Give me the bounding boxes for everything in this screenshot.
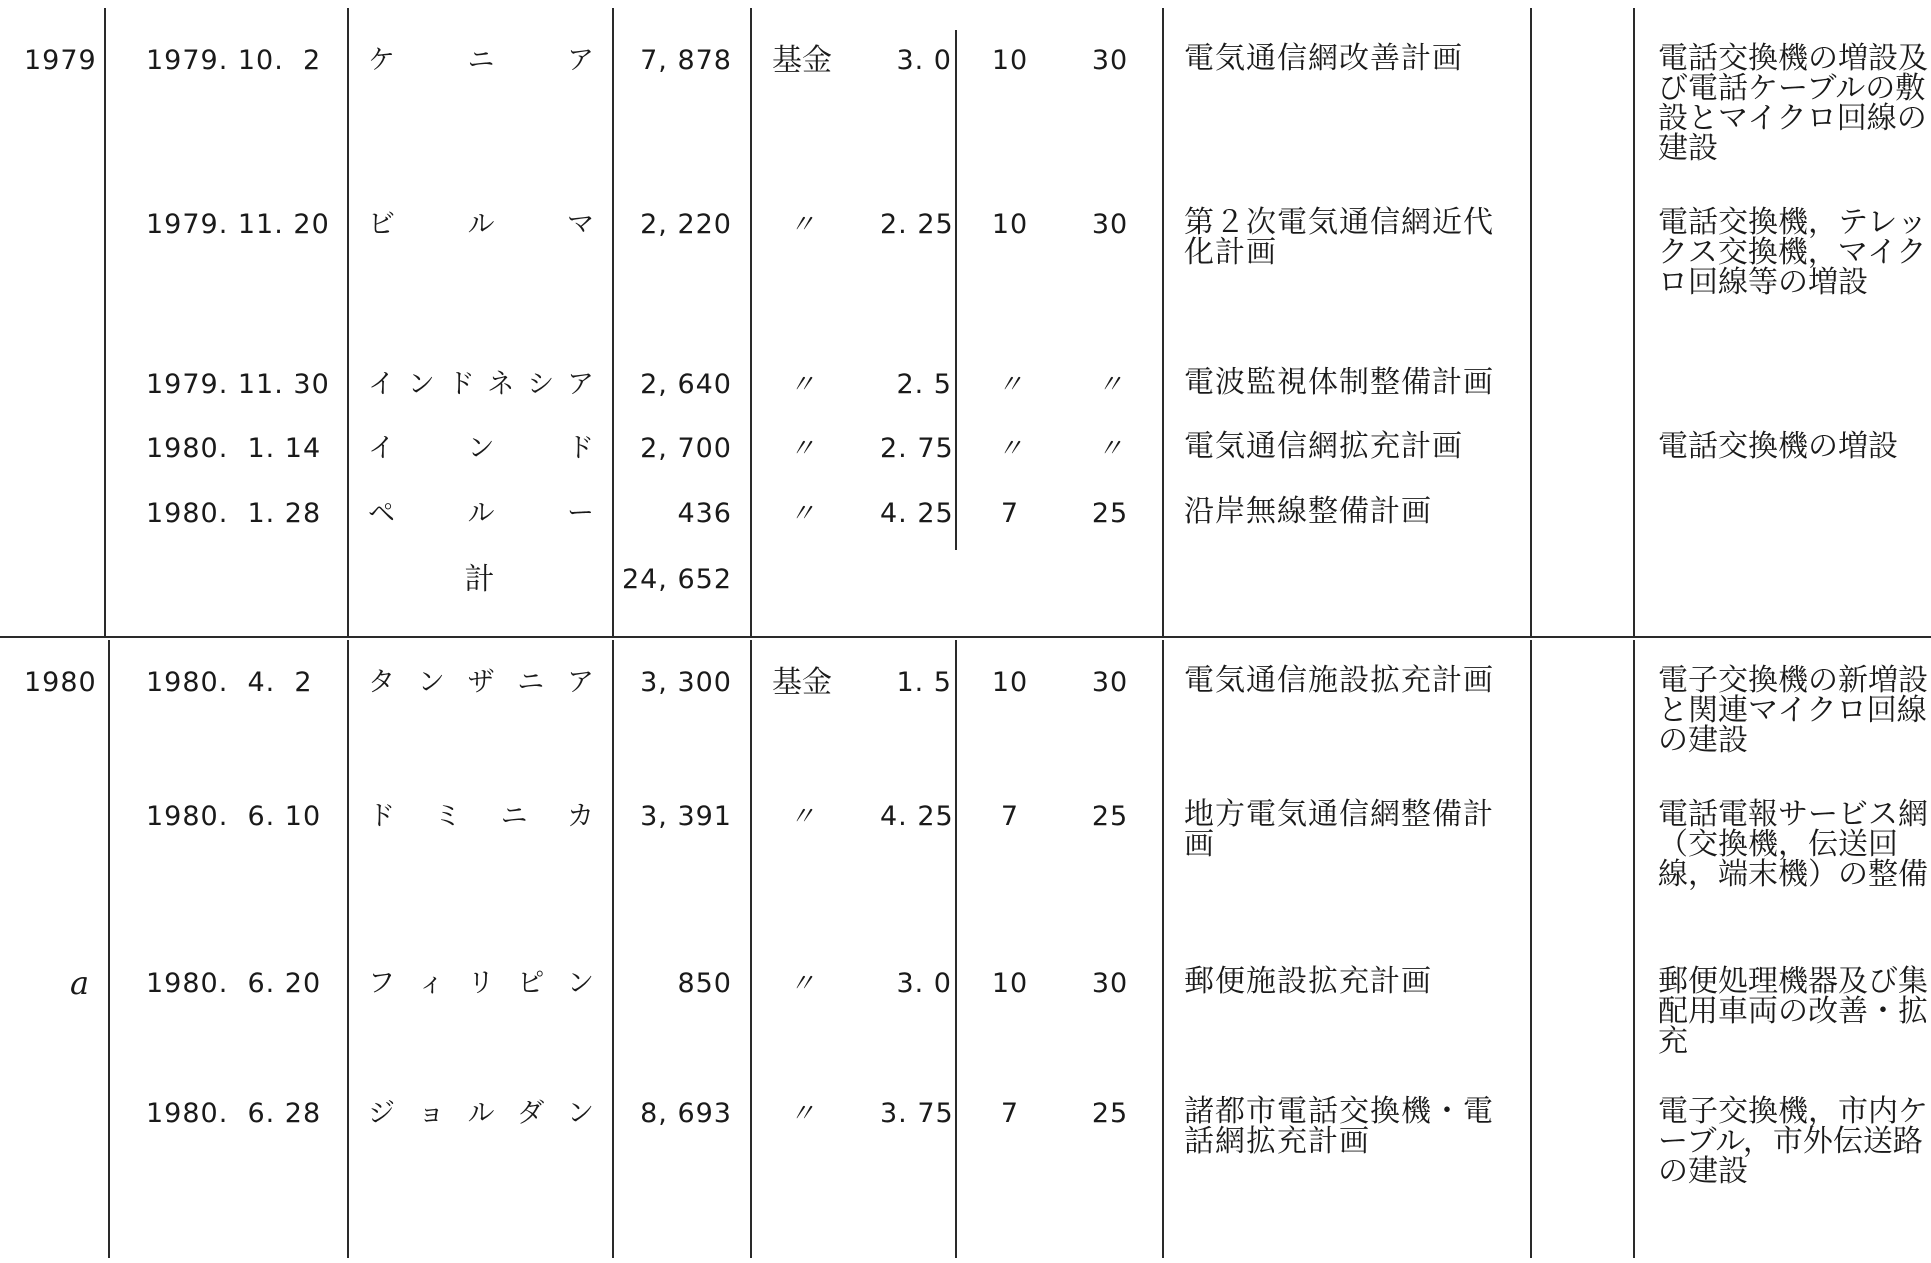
interest-rate: 3. 75: [880, 1098, 954, 1129]
project-name: 第２次電気通信網近代化計画: [1184, 205, 1494, 270]
project-content: 電子交換機の新増設と関連マイクロ回線の建設: [1658, 663, 1928, 758]
column-rule: [104, 8, 106, 636]
loan-date: 1979. 11. 30: [146, 369, 330, 400]
country-char: ィ: [417, 968, 445, 999]
fund-source: 〃: [788, 1099, 815, 1129]
loan-date: 1979. 11. 20: [146, 209, 330, 240]
country-char: ビ: [368, 209, 395, 240]
project-content: 電話電報サービス網（交換機，伝送回線，端末機）の整備: [1658, 797, 1928, 892]
country-char: シ: [527, 369, 555, 400]
interest-rate: 4. 25: [880, 801, 954, 832]
country-char: リ: [467, 968, 495, 999]
grace-period: 7: [1000, 801, 1020, 832]
project-content: 電話交換機，テレックス交換機，マイクロ回線等の増設: [1658, 205, 1928, 300]
grace-period: 10: [991, 667, 1029, 698]
column-rule: [955, 640, 957, 1258]
country-name: [368, 967, 594, 1001]
loan-date: 1980. 6. 28: [146, 1098, 322, 1129]
country-char: ル: [467, 209, 495, 240]
column-rule: [1530, 640, 1532, 1258]
interest-rate: 4. 25: [880, 498, 954, 529]
repayment-term: 30: [1091, 667, 1129, 698]
loan-date: 1980. 4. 2: [146, 667, 313, 698]
country-char: ダ: [517, 1098, 545, 1129]
loan-amount: 2, 640: [640, 369, 732, 400]
interest-rate: 3. 0: [896, 45, 952, 76]
country-char: ニ: [500, 801, 528, 832]
loan-date: 1980. 1. 14: [146, 433, 322, 464]
country-char: カ: [566, 801, 594, 832]
country-char: ド: [567, 433, 594, 464]
project-name: 沿岸無線整備計画: [1184, 494, 1432, 529]
loan-amount: 3, 300: [640, 667, 732, 698]
country-char: ケ: [368, 45, 395, 76]
country-char: ー: [567, 498, 594, 529]
loan-amount: 3, 391: [640, 801, 732, 832]
project-name: 郵便施設拡充計画: [1184, 964, 1432, 999]
year-label: 1979: [24, 45, 97, 76]
country-char: イ: [368, 369, 395, 400]
country-char: ネ: [487, 369, 515, 400]
country-name: [368, 497, 594, 531]
country-char: ン: [467, 433, 495, 464]
country-char: ド: [368, 801, 395, 832]
column-rule: [1633, 640, 1635, 1258]
column-rule: [1633, 8, 1635, 636]
column-rule: [750, 8, 752, 636]
country-char: ン: [417, 667, 445, 698]
country-char: ザ: [467, 667, 495, 698]
country-name: [368, 432, 594, 466]
fund-source: 基金: [772, 43, 832, 78]
repayment-term: 〃: [1096, 434, 1123, 464]
country-char: ニ: [517, 667, 545, 698]
fund-source: 〃: [788, 434, 815, 464]
grace-period: 〃: [996, 434, 1023, 464]
grace-period: 10: [991, 209, 1029, 240]
grace-period: 7: [1000, 498, 1020, 529]
loan-amount: 436: [677, 498, 732, 529]
interest-rate: 3. 0: [896, 968, 952, 999]
country-char: ニ: [467, 45, 495, 76]
loan-amount: 2, 220: [640, 209, 732, 240]
country-char: ド: [447, 369, 475, 400]
grace-period: 〃: [996, 370, 1023, 400]
grace-period: 7: [1000, 1098, 1020, 1129]
column-rule: [1530, 8, 1532, 636]
loan-date: 1979. 10. 2: [146, 45, 322, 76]
column-rule: [955, 30, 957, 550]
loan-amount: 850: [677, 968, 732, 999]
country-char: ミ: [434, 801, 462, 832]
project-name: 電波監視体制整備計画: [1184, 365, 1494, 400]
country-name: [368, 368, 594, 402]
country-char: ア: [567, 45, 594, 76]
project-name: 電気通信網改善計画: [1184, 41, 1463, 76]
interest-rate: 2. 5: [896, 369, 952, 400]
country-char: ョ: [417, 1098, 445, 1129]
margin-mark: a: [70, 964, 90, 1002]
column-rule: [108, 640, 110, 1258]
loan-date: 1980. 6. 10: [146, 801, 322, 832]
country-char: ル: [467, 1098, 495, 1129]
fund-source: 〃: [788, 499, 815, 529]
country-char: ン: [567, 968, 594, 999]
repayment-term: 25: [1091, 801, 1129, 832]
column-rule: [750, 640, 752, 1258]
country-name: [368, 1097, 594, 1131]
repayment-term: 25: [1091, 1098, 1129, 1129]
country-char: ア: [566, 369, 594, 400]
repayment-term: 30: [1091, 968, 1129, 999]
country-name: [368, 208, 594, 242]
repayment-term: 〃: [1096, 370, 1123, 400]
fund-source: 〃: [788, 210, 815, 240]
loan-date: 1980. 1. 28: [146, 498, 322, 529]
country-name: [368, 666, 594, 700]
project-name: 電気通信施設拡充計画: [1184, 663, 1494, 698]
country-char: タ: [368, 667, 395, 698]
group-separator: [0, 636, 1931, 638]
country-char: ペ: [368, 498, 395, 529]
interest-rate: 2. 75: [880, 433, 954, 464]
country-name: [368, 44, 594, 78]
interest-rate: 1. 5: [896, 667, 952, 698]
project-content: 電子交換機，市内ケーブル，市外伝送路の建設: [1658, 1094, 1928, 1189]
project-content: 郵便処理機器及び集配用車両の改善・拡充: [1658, 964, 1928, 1059]
country-char: ピ: [517, 968, 545, 999]
repayment-term: 25: [1091, 498, 1129, 529]
column-rule: [612, 640, 614, 1258]
country-char: フ: [368, 968, 395, 999]
loan-date: 1980. 6. 20: [146, 968, 322, 999]
column-rule: [1162, 8, 1164, 636]
loan-amount: 2, 700: [640, 433, 732, 464]
total-amount: 24, 652: [621, 564, 732, 595]
fund-source: 基金: [772, 665, 832, 700]
project-name: 電気通信網拡充計画: [1184, 429, 1463, 464]
grace-period: 10: [991, 45, 1029, 76]
column-rule: [347, 8, 349, 636]
fund-source: 〃: [788, 370, 815, 400]
year-label: 1980: [24, 667, 97, 698]
grace-period: 10: [991, 968, 1029, 999]
project-content: 電話交換機の増設: [1658, 429, 1898, 464]
fund-source: 〃: [788, 802, 815, 832]
country-name: [368, 800, 594, 834]
fund-source: 〃: [788, 969, 815, 999]
column-rule: [347, 640, 349, 1258]
country-char: ン: [407, 369, 435, 400]
country-char: ル: [467, 498, 495, 529]
column-rule: [1162, 640, 1164, 1258]
total-label: 計: [464, 562, 496, 597]
loan-amount: 8, 693: [640, 1098, 732, 1129]
country-char: ン: [567, 1098, 594, 1129]
repayment-term: 30: [1091, 209, 1129, 240]
column-rule: [612, 8, 614, 636]
country-char: ア: [567, 667, 594, 698]
country-char: ジ: [368, 1098, 395, 1129]
project-name: 地方電気通信網整備計画: [1184, 797, 1494, 862]
repayment-term: 30: [1091, 45, 1129, 76]
country-char: イ: [368, 433, 395, 464]
loan-amount: 7, 878: [640, 45, 732, 76]
project-name: 諸都市電話交換機・電話網拡充計画: [1184, 1094, 1494, 1159]
interest-rate: 2. 25: [880, 209, 954, 240]
country-char: マ: [567, 209, 594, 240]
project-content: 電話交換機の増設及び電話ケーブルの敷設とマイクロ回線の建設: [1658, 41, 1928, 166]
